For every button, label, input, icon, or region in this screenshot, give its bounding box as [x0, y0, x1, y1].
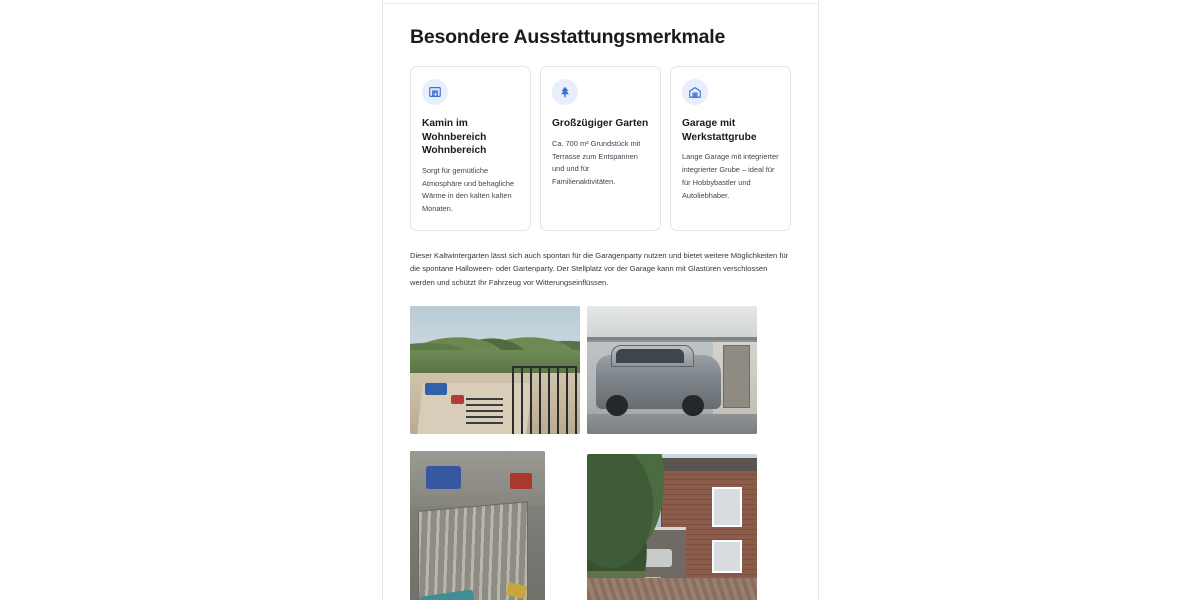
feature-card-title: Garage mit Werkstattgrube: [682, 118, 757, 143]
feature-card-garden: [540, 66, 661, 230]
photo-gallery: [410, 306, 791, 600]
photo-garden: [410, 306, 580, 434]
photo-house-exterior: [587, 454, 757, 600]
feature-card-title: Großzügiger Garten: [552, 118, 649, 130]
document-content: [383, 4, 818, 600]
body-paragraph: Dieser Kaltwintergarten lässt sich auch spontan für die Garagenparty nutzen und bietet weitere Möglichkeiten für die spontane Halloween- oder Gartenparty. Der Stellplatz vor der Garage kann mit Glastüren verschlossen werden und schützt Ihr Fahrzeug vor Witterungseinflüssen.: [410, 250, 789, 287]
page-margin-left: [0, 0, 383, 600]
photo-workshop: [410, 451, 545, 600]
photo-carport-car: [587, 306, 757, 434]
feature-card-text: Ca. 700 m² Grundstück mit Terrasse zum Entspannen und und für Familienaktivitäten.: [552, 138, 641, 187]
feature-card-garage: [670, 66, 791, 230]
tree-icon: [552, 79, 578, 105]
page-margin-right: [818, 0, 1200, 600]
feature-card-list: [410, 66, 791, 230]
page-title: Besondere Ausstattungsmerkmale: [410, 26, 726, 48]
feature-card-text: Lange Garage mit integrierter integrierter Grube – ideal für für Hobbybastler und Autoliebhaber.: [682, 152, 779, 200]
fireplace-icon: [422, 79, 448, 105]
feature-card-fireplace: [410, 66, 531, 230]
garage-icon: [682, 79, 708, 105]
feature-card-text: Sorgt für gemütliche Atmosphäre und behagliche Wärme in den kalten kalten Monaten.: [422, 165, 515, 213]
feature-card-title: Kamin im Wohnbereich Wohnbereich: [422, 118, 487, 157]
